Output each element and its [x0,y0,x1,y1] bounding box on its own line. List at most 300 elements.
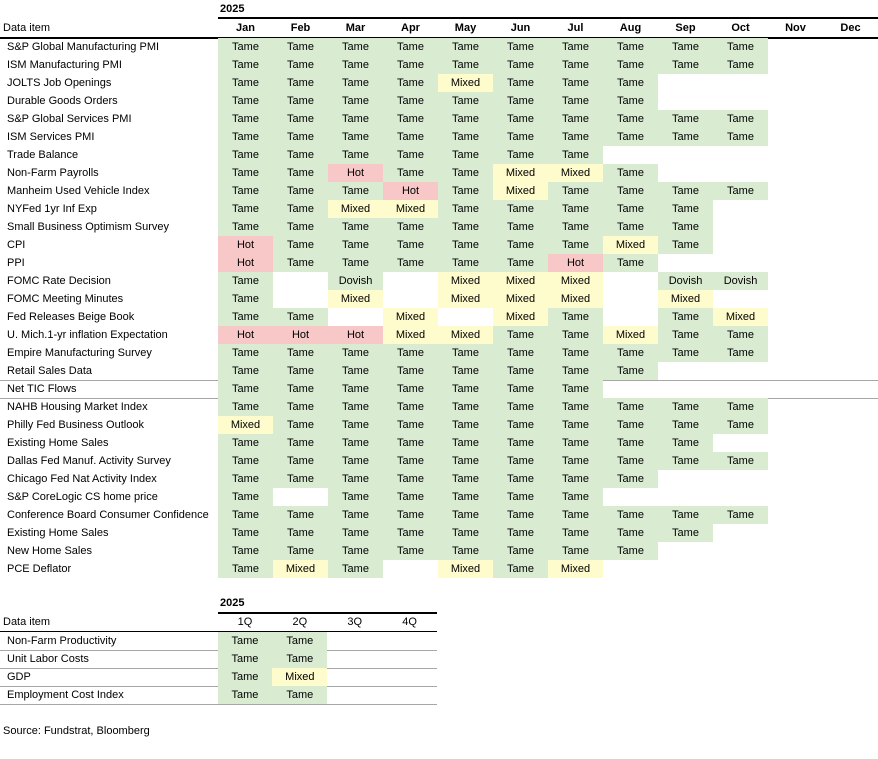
status-cell: Tame [383,218,438,236]
status-cell: Tame [603,38,658,56]
status-cell [713,236,768,254]
status-cell: Mixed [438,74,493,92]
status-cell: Tame [218,146,273,164]
status-cell: Tame [548,524,603,542]
row-label: Trade Balance [7,149,79,161]
status-cell: Mixed [438,326,493,344]
status-cell: Tame [218,110,273,128]
status-cell [823,56,878,74]
status-cell: Tame [438,254,493,272]
row-label: Net TIC Flows [7,383,77,395]
status-cell: Tame [713,128,768,146]
status-cell: Tame [493,326,548,344]
status-cell [823,200,878,218]
table-row [0,434,878,452]
status-cell: Tame [438,506,493,524]
status-cell: Tame [438,146,493,164]
status-cell [768,110,823,128]
table-row [0,254,878,272]
status-cell: Tame [438,110,493,128]
status-cell [768,524,823,542]
status-cell: Tame [548,344,603,362]
status-cell: Dovish [658,272,713,290]
status-cell: Tame [383,128,438,146]
table-row [0,380,878,399]
status-cell: Tame [273,218,328,236]
status-cell [823,74,878,92]
status-cell: Tame [658,398,713,416]
status-cell: Tame [218,308,273,326]
status-cell [658,470,713,488]
status-cell: Tame [658,218,713,236]
main-table-year: 2025 [220,3,245,15]
status-cell: Tame [603,128,658,146]
status-cell: Tame [548,398,603,416]
status-cell: Tame [273,236,328,254]
status-cell [768,542,823,560]
row-label: Dallas Fed Manuf. Activity Survey [7,455,171,467]
status-cell [713,362,768,380]
status-cell: Tame [548,218,603,236]
status-cell: Tame [548,416,603,434]
table-row [0,146,878,164]
status-cell [713,470,768,488]
status-cell: Tame [713,416,768,434]
status-cell: Tame [218,668,273,686]
status-cell [768,92,823,110]
status-cell [713,146,768,164]
status-cell: Tame [493,344,548,362]
status-cell: Tame [548,200,603,218]
row-label: Durable Goods Orders [7,95,118,107]
status-cell [382,668,437,686]
status-cell [823,290,878,308]
status-cell: Tame [493,200,548,218]
status-cell: Tame [328,56,383,74]
status-cell [768,128,823,146]
status-cell: Tame [273,128,328,146]
status-cell: Tame [603,542,658,560]
status-cell [823,524,878,542]
status-cell: Tame [493,74,548,92]
status-cell [768,362,823,380]
status-cell: Tame [218,200,273,218]
status-cell: Tame [438,542,493,560]
status-cell: Mixed [273,560,328,578]
status-cell: Tame [273,146,328,164]
status-cell [768,398,823,416]
status-cell: Tame [438,434,493,452]
status-cell [273,272,328,290]
status-cell: Tame [548,128,603,146]
status-cell [823,542,878,560]
status-cell: Tame [218,632,273,650]
status-cell [823,128,878,146]
status-cell: Tame [383,56,438,74]
table-row [0,686,437,705]
status-cell: Tame [383,452,438,470]
status-cell: Tame [493,416,548,434]
row-label: U. Mich.1-yr inflation Expectation [7,329,168,341]
status-cell: Tame [438,470,493,488]
status-cell: Dovish [713,272,768,290]
status-cell [768,290,823,308]
status-cell [713,254,768,272]
status-cell: Tame [713,344,768,362]
status-cell [823,92,878,110]
status-cell: Hot [218,236,273,254]
table-row [0,290,878,308]
status-cell: Tame [273,362,328,380]
status-cell: Tame [273,182,328,200]
status-cell: Tame [383,164,438,182]
status-cell [823,344,878,362]
status-cell: Tame [218,128,273,146]
quarter-header: 3Q [347,616,363,628]
status-cell: Tame [548,506,603,524]
status-cell: Tame [383,236,438,254]
month-header: May [454,22,477,34]
status-cell: Tame [328,128,383,146]
status-cell [383,290,438,308]
status-cell: Tame [273,92,328,110]
status-cell: Tame [493,38,548,56]
month-header: Sep [675,22,696,34]
status-cell: Tame [218,164,273,182]
status-cell: Tame [603,74,658,92]
status-cell: Tame [493,56,548,74]
status-cell: Tame [328,74,383,92]
status-cell: Tame [603,110,658,128]
quarterly-table-header [0,613,437,632]
table-row [0,452,878,470]
status-cell: Tame [548,380,603,398]
status-cell [823,146,878,164]
status-cell [603,560,658,578]
row-label: CPI [7,239,26,251]
status-cell [713,218,768,236]
status-cell: Hot [328,326,383,344]
row-label: ISM Manufacturing PMI [7,59,122,71]
main-table-header [0,19,878,39]
status-cell: Mixed [438,272,493,290]
status-cell: Tame [218,560,273,578]
status-cell: Tame [328,542,383,560]
table-row [0,362,878,381]
status-cell: Mixed [438,560,493,578]
table-row [0,182,878,200]
status-cell: Tame [218,686,273,704]
status-cell: Tame [218,488,273,506]
status-cell: Tame [218,74,273,92]
status-cell: Tame [273,344,328,362]
status-cell: Tame [218,290,273,308]
row-label: Conference Board Consumer Confidence [7,509,209,521]
row-label: PPI [7,257,25,269]
status-cell [382,632,437,650]
status-cell: Tame [328,182,383,200]
status-cell: Tame [548,308,603,326]
status-cell [768,272,823,290]
status-cell [768,218,823,236]
status-cell: Tame [218,470,273,488]
month-header: Nov [785,22,806,34]
status-cell [823,254,878,272]
status-cell: Tame [218,398,273,416]
status-cell: Mixed [603,236,658,254]
status-cell: Tame [493,218,548,236]
status-cell: Tame [603,218,658,236]
status-cell: Mixed [658,290,713,308]
status-cell: Tame [328,416,383,434]
status-cell: Tame [328,470,383,488]
status-cell [383,272,438,290]
status-cell: Tame [218,56,273,74]
status-cell: Tame [493,560,548,578]
status-cell: Tame [383,434,438,452]
status-cell: Tame [328,92,383,110]
status-cell: Tame [328,218,383,236]
status-cell: Tame [548,110,603,128]
status-cell [713,200,768,218]
status-cell: Tame [493,146,548,164]
status-cell [768,416,823,434]
status-cell: Tame [273,254,328,272]
status-cell: Tame [548,362,603,380]
status-cell [382,686,437,704]
status-cell: Tame [328,236,383,254]
row-label: GDP [7,671,31,683]
status-cell: Tame [603,416,658,434]
month-header: Feb [290,22,311,34]
status-cell [713,380,768,398]
row-label: Small Business Optimism Survey [7,221,169,233]
row-label: Chicago Fed Nat Activity Index [7,473,157,485]
status-cell: Tame [548,326,603,344]
row-label: Non-Farm Payrolls [7,167,99,179]
table-row [0,488,878,506]
status-cell: Tame [493,380,548,398]
status-cell: Mixed [713,308,768,326]
status-cell: Tame [328,506,383,524]
status-cell [823,488,878,506]
status-cell: Tame [548,452,603,470]
table-row [0,632,437,651]
status-cell [768,164,823,182]
status-cell: Tame [273,380,328,398]
row-label: Empire Manufacturing Survey [7,347,152,359]
status-cell [768,434,823,452]
status-cell [823,308,878,326]
status-cell: Tame [493,452,548,470]
status-cell: Tame [383,110,438,128]
status-cell: Mixed [493,164,548,182]
status-cell [713,164,768,182]
status-cell [768,344,823,362]
status-cell [768,182,823,200]
status-cell: Mixed [383,200,438,218]
status-cell: Tame [603,344,658,362]
status-cell: Tame [548,488,603,506]
status-cell: Tame [603,506,658,524]
status-cell: Tame [658,182,713,200]
status-cell [768,308,823,326]
row-label: PCE Deflator [7,563,72,575]
table-row [0,650,437,669]
status-cell: Tame [273,398,328,416]
status-cell: Tame [493,254,548,272]
status-cell: Tame [713,506,768,524]
status-cell: Tame [493,236,548,254]
status-cell: Mixed [493,272,548,290]
row-label: FOMC Meeting Minutes [7,293,124,305]
status-cell: Mixed [548,560,603,578]
status-cell: Tame [273,164,328,182]
quarter-header: 2Q [292,616,308,628]
status-cell: Tame [328,380,383,398]
status-cell: Tame [493,506,548,524]
status-cell: Tame [438,164,493,182]
status-cell: Tame [383,146,438,164]
status-cell: Tame [328,344,383,362]
status-cell: Tame [218,362,273,380]
status-cell: Tame [548,434,603,452]
row-label: Existing Home Sales [7,437,109,449]
status-cell: Tame [218,650,273,668]
quarter-header: 1Q [237,616,253,628]
status-cell [713,488,768,506]
row-label: Non-Farm Productivity [7,635,117,647]
month-header: Apr [401,22,420,34]
status-cell: Tame [713,398,768,416]
status-cell: Mixed [383,308,438,326]
status-cell [603,146,658,164]
status-cell: Tame [438,362,493,380]
status-cell: Tame [438,92,493,110]
status-cell: Tame [603,452,658,470]
status-cell [327,668,382,686]
status-cell [713,74,768,92]
status-cell: Tame [218,38,273,56]
status-cell: Tame [328,38,383,56]
status-cell: Tame [328,254,383,272]
month-header: Jan [236,22,255,34]
status-cell: Tame [493,128,548,146]
status-cell: Tame [603,470,658,488]
status-cell [768,38,823,56]
status-cell [823,272,878,290]
source-note: Source: Fundstrat, Bloomberg [3,725,150,737]
status-cell: Tame [383,344,438,362]
status-cell: Tame [218,434,273,452]
status-cell: Tame [658,416,713,434]
status-cell: Tame [383,470,438,488]
status-cell [658,560,713,578]
status-cell: Tame [218,452,273,470]
status-cell [768,254,823,272]
status-cell [823,380,878,398]
status-cell [658,254,713,272]
status-cell: Tame [328,560,383,578]
status-cell [382,650,437,668]
status-cell [713,524,768,542]
status-cell: Tame [273,524,328,542]
status-cell: Tame [493,434,548,452]
status-cell: Tame [548,236,603,254]
row-label: S&P CoreLogic CS home price [7,491,158,503]
status-cell: Tame [272,686,327,704]
status-cell [768,380,823,398]
status-cell: Tame [658,452,713,470]
status-cell: Tame [383,398,438,416]
table-row [0,272,878,290]
status-cell: Tame [328,146,383,164]
status-cell [823,560,878,578]
status-cell [768,452,823,470]
row-label: Fed Releases Beige Book [7,311,135,323]
status-cell: Tame [383,506,438,524]
status-cell: Tame [328,524,383,542]
status-cell [658,146,713,164]
status-cell [823,218,878,236]
status-cell: Tame [438,452,493,470]
status-cell: Tame [438,416,493,434]
status-cell: Tame [273,38,328,56]
status-cell: Tame [493,362,548,380]
status-cell: Tame [218,542,273,560]
status-cell: Tame [383,92,438,110]
status-cell [273,488,328,506]
status-cell [713,92,768,110]
status-cell: Tame [328,362,383,380]
table-row [0,398,878,416]
status-cell: Mixed [438,290,493,308]
status-cell: Tame [548,38,603,56]
table-row [0,542,878,560]
status-cell [713,434,768,452]
status-cell [658,362,713,380]
month-header: Jul [567,22,584,34]
row-label: FOMC Rate Decision [7,275,111,287]
row-label: ISM Services PMI [7,131,95,143]
row-label: NYFed 1yr Inf Exp [7,203,97,215]
status-cell [658,74,713,92]
status-cell: Tame [383,416,438,434]
status-cell: Tame [658,434,713,452]
status-cell [768,56,823,74]
status-cell: Tame [493,542,548,560]
status-cell: Tame [493,524,548,542]
status-cell: Mixed [493,182,548,200]
status-cell: Tame [218,506,273,524]
row-label: S&P Global Services PMI [7,113,132,125]
status-cell: Tame [383,74,438,92]
status-cell: Tame [658,326,713,344]
table-row [0,218,878,236]
status-cell: Tame [658,128,713,146]
status-cell [823,452,878,470]
status-cell: Tame [438,218,493,236]
status-cell: Tame [713,182,768,200]
status-cell: Tame [548,74,603,92]
status-cell [768,470,823,488]
status-cell [603,290,658,308]
table-row [0,236,878,254]
status-cell: Tame [218,344,273,362]
status-cell: Tame [658,308,713,326]
status-cell [438,308,493,326]
status-cell: Tame [273,74,328,92]
